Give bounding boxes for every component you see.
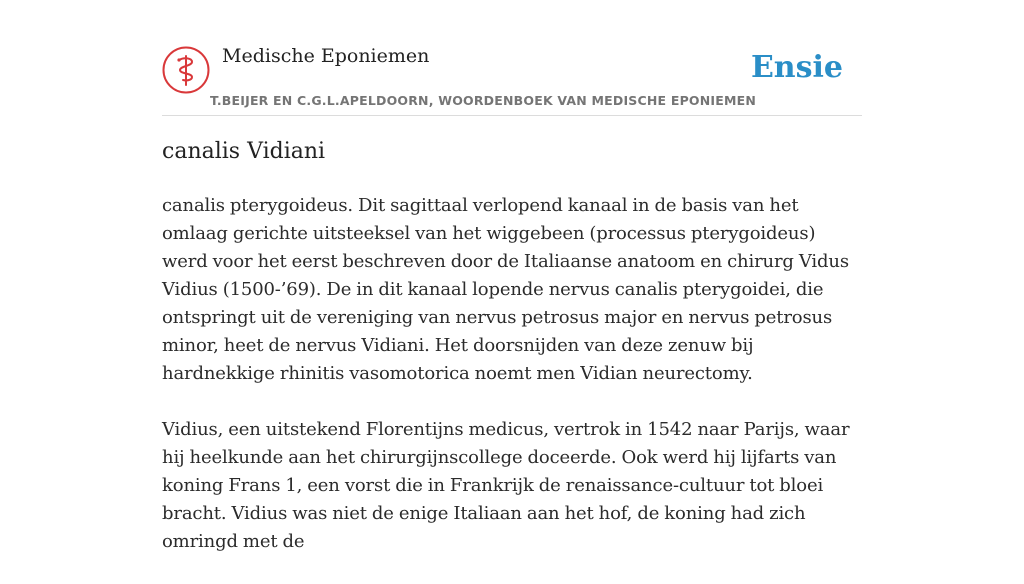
entry-paragraph: Vidius, een uitstekend Florentijns medicus, vertrok in 1542 naar Parijs, waar hij heelkunde aan het chirurgijnscollege doceerde. Ook werd hij lijfarts van koning Frans 1, een vorst die in Frankrijk de renaissance-cultuur tot bloei bracht. Vidius was niet de enige Italiaan aan het hof, de koning had zich omringd met de bbox=[162, 419, 850, 552]
entry-content bbox=[162, 192, 862, 584]
entry-title: canalis Vidiani bbox=[162, 139, 326, 164]
page bbox=[162, 0, 862, 552]
brand-logo[interactable]: Ensie bbox=[750, 50, 843, 85]
site-header bbox=[162, 0, 862, 116]
caduceus-icon[interactable] bbox=[162, 46, 210, 94]
entry-paragraph: canalis pterygoideus. Dit sagittaal verlopend kanaal in de basis van het omlaag gerichte uitsteeksel van het wiggebeen (processus pterygoideus) werd voor het eerst beschreven door de Italiaanse anatoom en chirurg Vidus Vidius (1500-’69). De in dit kanaal lopende nervus canalis pterygoidei, die ontspringt uit de vereniging van nervus petrosus major en nervus petrosus minor, heet de nervus Vidiani. Het doorsnijden van deze zenuw bij hardnekkige rhinitis vasomotorica noemt men Vidian neurectomy. bbox=[162, 195, 849, 384]
site-title[interactable]: Medische Eponiemen bbox=[222, 45, 430, 67]
source-line: T.BEIJER EN C.G.L.APELDOORN, WOORDENBOEK VAN MEDISCHE EPONIEMEN bbox=[210, 93, 757, 108]
